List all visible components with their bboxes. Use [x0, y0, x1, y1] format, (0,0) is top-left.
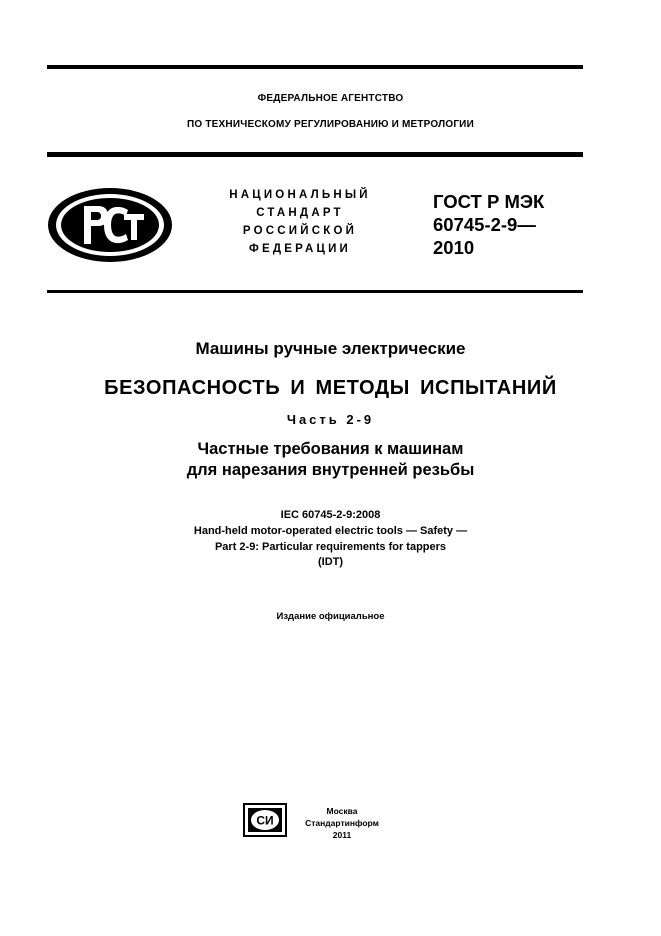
publisher-logo-icon [243, 803, 287, 837]
standard-label-line-2: СТАНДАРТ [256, 207, 344, 219]
publisher-year: 2011 [332, 830, 352, 840]
iec-code: IEC 60745-2-9:2008 [280, 509, 381, 521]
standard-number-line-2: 60745-2-9— [433, 214, 536, 235]
standard-number-line-1: ГОСТ Р МЭК [433, 191, 545, 212]
header-bottom-rule [47, 152, 583, 157]
iec-idt: (IDT) [317, 556, 344, 568]
standard-label-line-3: РОССИЙСКОЙ [242, 225, 358, 237]
standard-number [433, 190, 583, 259]
iec-title-line-2: Part 2-9: Particular requirements for tappers [214, 541, 447, 553]
document-part: Часть 2-9 [286, 412, 375, 427]
standard-bottom-rule [47, 290, 583, 293]
standard-label-line-1: НАЦИОНАЛЬНЫЙ [229, 189, 371, 201]
requirements-line-2: для нарезания внутренней резьбы [186, 461, 475, 479]
document-title: Машины ручные электрические [195, 339, 466, 358]
requirements-line-1: Частные требования к машинам [197, 440, 464, 458]
document-subtitle: БЕЗОПАСНОСТЬ И МЕТОДЫ ИСПЫТАНИЙ [104, 377, 557, 399]
top-rule [47, 65, 583, 69]
iec-title-line-1: Hand-held motor-operated electric tools — Safety — [193, 525, 468, 537]
publisher-info [294, 805, 390, 841]
agency-line-2: ПО ТЕХНИЧЕСКОМУ РЕГУЛИРОВАНИЮ И МЕТРОЛОГИИ [187, 119, 474, 130]
publisher-name: Стандартинформ [305, 818, 379, 828]
standard-label-line-4: ФЕДЕРАЦИИ [248, 243, 352, 255]
agency-line-1: ФЕДЕРАЛЬНОЕ АГЕНТСТВО [257, 93, 404, 104]
edition-label: Издание официальное [276, 611, 385, 622]
standard-label [205, 186, 395, 258]
svg-text:СИ: СИ [256, 813, 274, 828]
standard-number-line-3: 2010 [433, 237, 475, 258]
publisher-city: Москва [326, 806, 358, 816]
rst-logo-icon [46, 186, 174, 264]
